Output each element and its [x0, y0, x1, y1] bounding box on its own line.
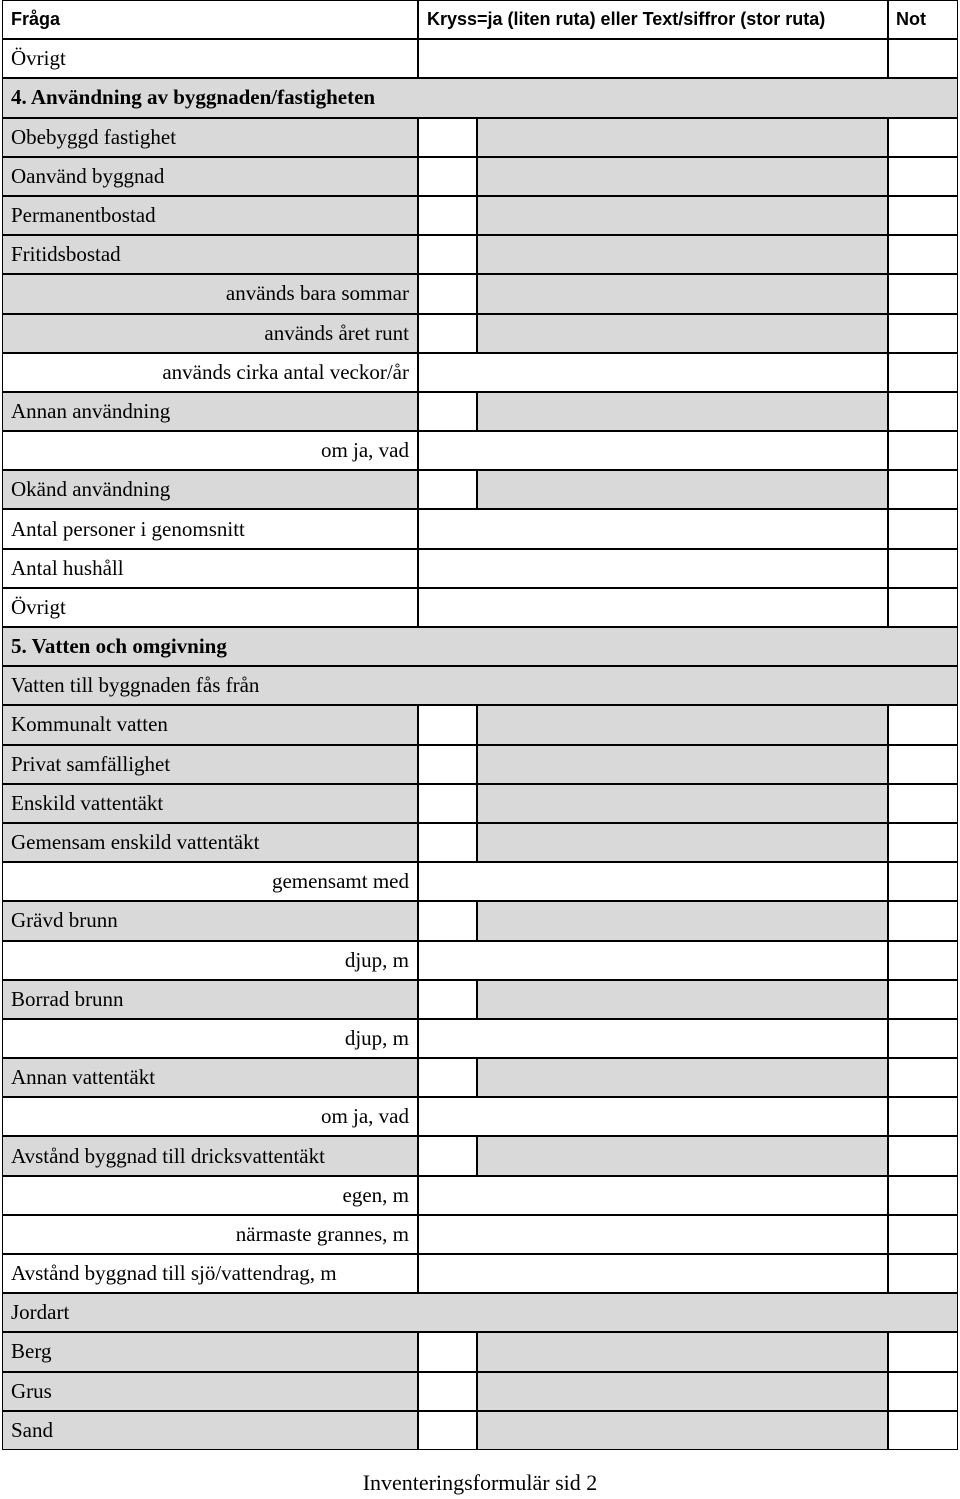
- row-label: Övrigt: [2, 588, 418, 627]
- row-label: Oanvänd byggnad: [2, 157, 418, 196]
- table-row: [2, 1293, 958, 1332]
- table-row: [2, 823, 958, 862]
- table-row: [2, 1372, 958, 1411]
- table-row: [2, 431, 958, 470]
- table-row: [2, 588, 958, 627]
- shaded-cell: [477, 235, 888, 274]
- inventory-form: [2, 0, 958, 1450]
- table-row: [2, 1176, 958, 1215]
- text-answer-field[interactable]: [418, 509, 888, 548]
- note-field[interactable]: [888, 549, 958, 588]
- note-field[interactable]: [888, 1176, 958, 1215]
- note-field[interactable]: [888, 1254, 958, 1293]
- table-row: [2, 392, 958, 431]
- table-row: [2, 1136, 958, 1175]
- table-row: [2, 78, 958, 117]
- table-row: [2, 353, 958, 392]
- checkbox-cell[interactable]: [418, 274, 477, 313]
- row-label: Antal personer i genomsnitt: [2, 509, 418, 548]
- table-row: [2, 862, 958, 901]
- row-label: djup, m: [2, 1019, 418, 1058]
- row-label: Vatten till byggnaden fås från: [2, 666, 958, 705]
- table-row: [2, 745, 958, 784]
- row-label: Obebyggd fastighet: [2, 118, 418, 157]
- checkbox-cell[interactable]: [418, 1332, 477, 1371]
- table-row: [2, 157, 958, 196]
- checkbox-cell[interactable]: [418, 196, 477, 235]
- table-row: [2, 1097, 958, 1136]
- row-label: Grus: [2, 1372, 418, 1411]
- shaded-cell: [477, 823, 888, 862]
- checkbox-cell[interactable]: [418, 118, 477, 157]
- note-field[interactable]: [888, 1215, 958, 1254]
- note-field[interactable]: [888, 1332, 958, 1371]
- note-field[interactable]: [888, 1097, 958, 1136]
- note-field[interactable]: [888, 509, 958, 548]
- checkbox-cell[interactable]: [418, 470, 477, 509]
- row-label: om ja, vad: [2, 1097, 418, 1136]
- row-label: används året runt: [2, 314, 418, 353]
- row-label: 4. Användning av byggnaden/fastigheten: [2, 78, 958, 117]
- shaded-cell: [477, 901, 888, 940]
- checkbox-cell[interactable]: [418, 1058, 477, 1097]
- table-row: [2, 39, 958, 78]
- row-label: Fritidsbostad: [2, 235, 418, 274]
- checkbox-cell[interactable]: [418, 1411, 477, 1450]
- note-field[interactable]: [888, 941, 958, 980]
- note-field[interactable]: [888, 862, 958, 901]
- row-label: Annan vattentäkt: [2, 1058, 418, 1097]
- shaded-cell: [477, 1136, 888, 1175]
- shaded-cell: [477, 1332, 888, 1371]
- checkbox-cell[interactable]: [418, 1136, 477, 1175]
- row-label: Borrad brunn: [2, 980, 418, 1019]
- note-field[interactable]: [888, 157, 958, 196]
- text-answer-field[interactable]: [418, 431, 888, 470]
- shaded-cell: [477, 274, 888, 313]
- note-field[interactable]: [888, 823, 958, 862]
- row-label: djup, m: [2, 941, 418, 980]
- note-field[interactable]: [888, 353, 958, 392]
- row-label: egen, m: [2, 1176, 418, 1215]
- table-row: [2, 1215, 958, 1254]
- row-label: Privat samfällighet: [2, 745, 418, 784]
- table-row: [2, 980, 958, 1019]
- checkbox-cell[interactable]: [418, 980, 477, 1019]
- row-label: används bara sommar: [2, 274, 418, 313]
- page-footer: Inventeringsformulär sid 2: [362, 1470, 598, 1495]
- row-label: Avstånd byggnad till dricksvattentäkt: [2, 1136, 418, 1175]
- header-question: Fråga: [2, 0, 418, 39]
- table-row: [2, 784, 958, 823]
- note-field[interactable]: [888, 784, 958, 823]
- table-row: [2, 666, 958, 705]
- text-answer-field[interactable]: [418, 353, 888, 392]
- text-answer-field[interactable]: [418, 941, 888, 980]
- table-row: [2, 470, 958, 509]
- note-field[interactable]: [888, 1411, 958, 1450]
- note-field[interactable]: [888, 901, 958, 940]
- table-row: [2, 509, 958, 548]
- shaded-cell: [477, 470, 888, 509]
- table-header: [2, 0, 958, 39]
- note-field[interactable]: [888, 705, 958, 744]
- shaded-cell: [477, 1372, 888, 1411]
- table-row: [2, 901, 958, 940]
- table-row: [2, 1058, 958, 1097]
- shaded-cell: [477, 980, 888, 1019]
- checkbox-cell[interactable]: [418, 1372, 477, 1411]
- row-label: gemensamt med: [2, 862, 418, 901]
- header-answer: Kryss=ja (liten ruta) eller Text/siffror (stor ruta): [418, 0, 888, 39]
- checkbox-cell[interactable]: [418, 157, 477, 196]
- note-field[interactable]: [888, 431, 958, 470]
- note-field[interactable]: [888, 470, 958, 509]
- text-answer-field[interactable]: [418, 39, 888, 78]
- row-label: Berg: [2, 1332, 418, 1371]
- note-field[interactable]: [888, 745, 958, 784]
- note-field[interactable]: [888, 314, 958, 353]
- text-answer-field[interactable]: [418, 1176, 888, 1215]
- text-answer-field[interactable]: [418, 1097, 888, 1136]
- table-row: [2, 549, 958, 588]
- table-row: [2, 1254, 958, 1293]
- row-label: 5. Vatten och omgivning: [2, 627, 958, 666]
- table-row: [2, 118, 958, 157]
- row-label: Gemensam enskild vattentäkt: [2, 823, 418, 862]
- table-row: [2, 1411, 958, 1450]
- row-label: Antal hushåll: [2, 549, 418, 588]
- row-label: Övrigt: [2, 39, 418, 78]
- note-field[interactable]: [888, 1372, 958, 1411]
- note-field[interactable]: [888, 274, 958, 313]
- table-row: [2, 941, 958, 980]
- row-label: om ja, vad: [2, 431, 418, 470]
- note-field[interactable]: [888, 196, 958, 235]
- note-field[interactable]: [888, 980, 958, 1019]
- checkbox-cell[interactable]: [418, 745, 477, 784]
- row-label: Kommunalt vatten: [2, 705, 418, 744]
- row-label: Enskild vattentäkt: [2, 784, 418, 823]
- row-label: närmaste grannes, m: [2, 1215, 418, 1254]
- note-field[interactable]: [888, 1136, 958, 1175]
- row-label: Annan användning: [2, 392, 418, 431]
- note-field[interactable]: [888, 118, 958, 157]
- table-row: [2, 627, 958, 666]
- checkbox-cell[interactable]: [418, 823, 477, 862]
- checkbox-cell[interactable]: [418, 392, 477, 431]
- note-field[interactable]: [888, 39, 958, 78]
- text-answer-field[interactable]: [418, 1254, 888, 1293]
- checkbox-cell[interactable]: [418, 901, 477, 940]
- text-answer-field[interactable]: [418, 1215, 888, 1254]
- header-note: Not: [888, 0, 958, 39]
- form-rows: [2, 39, 958, 1450]
- shaded-cell: [477, 392, 888, 431]
- note-field[interactable]: [888, 1019, 958, 1058]
- text-answer-field[interactable]: [418, 862, 888, 901]
- checkbox-cell[interactable]: [418, 705, 477, 744]
- row-label: Grävd brunn: [2, 901, 418, 940]
- shaded-cell: [477, 118, 888, 157]
- shaded-cell: [477, 196, 888, 235]
- shaded-cell: [477, 784, 888, 823]
- row-label: Jordart: [2, 1293, 958, 1332]
- table-row: [2, 314, 958, 353]
- table-row: [2, 705, 958, 744]
- checkbox-cell[interactable]: [418, 235, 477, 274]
- row-label: Permanentbostad: [2, 196, 418, 235]
- shaded-cell: [477, 1058, 888, 1097]
- note-field[interactable]: [888, 235, 958, 274]
- note-field[interactable]: [888, 1058, 958, 1097]
- shaded-cell: [477, 705, 888, 744]
- note-field[interactable]: [888, 392, 958, 431]
- table-row: [2, 235, 958, 274]
- note-field[interactable]: [888, 588, 958, 627]
- table-row: [2, 1332, 958, 1371]
- row-label: Avstånd byggnad till sjö/vattendrag, m: [2, 1254, 418, 1293]
- shaded-cell: [477, 1411, 888, 1450]
- table-row: [2, 1019, 958, 1058]
- checkbox-cell[interactable]: [418, 784, 477, 823]
- row-label: används cirka antal veckor/år: [2, 353, 418, 392]
- row-label: Okänd användning: [2, 470, 418, 509]
- shaded-cell: [477, 314, 888, 353]
- shaded-cell: [477, 745, 888, 784]
- shaded-cell: [477, 157, 888, 196]
- row-label: Sand: [2, 1411, 418, 1450]
- text-answer-field[interactable]: [418, 549, 888, 588]
- checkbox-cell[interactable]: [418, 314, 477, 353]
- text-answer-field[interactable]: [418, 588, 888, 627]
- table-row: [2, 196, 958, 235]
- text-answer-field[interactable]: [418, 1019, 888, 1058]
- table-row: [2, 274, 958, 313]
